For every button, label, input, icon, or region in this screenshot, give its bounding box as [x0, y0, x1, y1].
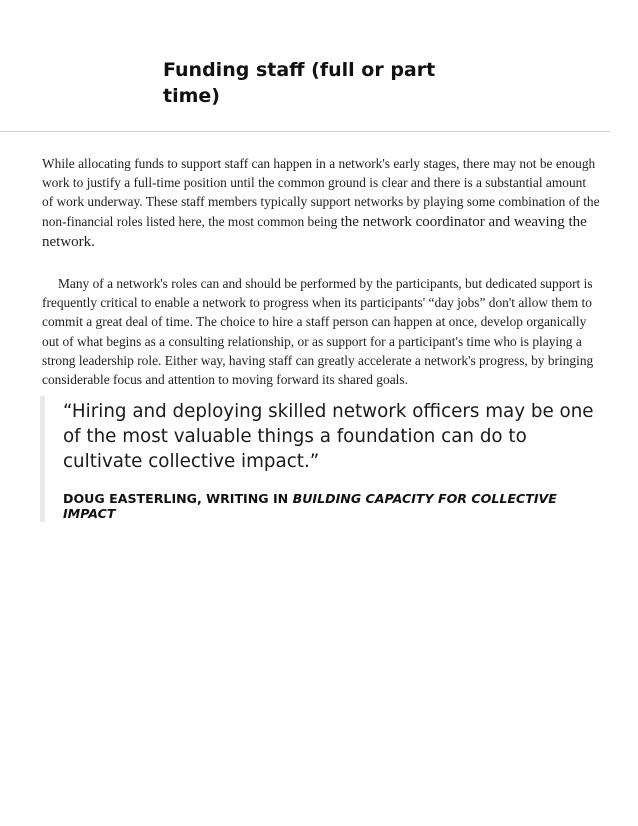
quote-attribution	[63, 491, 583, 521]
section-heading: Funding staff (full or part time)	[163, 59, 436, 107]
period-text: .	[91, 233, 95, 250]
attribution-author: DOUG EASTERLING, WRITING IN	[63, 491, 293, 506]
quote-bar	[40, 396, 45, 522]
body-paragraph: Many of a network's roles can and should be performed by the participants, but dedicated support is frequently critical to enable a network to progress when its participants' “day jobs” don't allow them to commit a great deal of time. The choice to hire a staff person can happen at once, develop organically out of what begins as a consulting relationship, or as support for a participant's time who is playing a strong leadership role. Either way, having staff can greatly accelerate a network's progress, by bringing considerable focus and attention to moving forward its shared goals.	[42, 276, 594, 388]
intro-paragraph	[42, 154, 600, 252]
network-coordinator-link[interactable]: the network coordinator	[340, 213, 485, 230]
pull-quote: “Hiring and deploying skilled network officers may be one of the most valuable things a foundation can do to cultivate collective impact.”	[63, 401, 594, 472]
divider	[0, 131, 610, 132]
weaving-network-link[interactable]: weaving the network	[42, 213, 587, 250]
and-text: and	[484, 213, 514, 230]
intro-text: While allocating funds to support staff can happen in a network's early stages, there may not be enough work to justify a full-time position until the common ground is clear and there is a substantial amount of work underway. These staff members typically support networks by playing some combination of the non-financial roles listed here, the most common being	[42, 156, 600, 229]
attribution-source: BUILDING CAPACITY FOR COLLECTIVE IMPACT	[63, 491, 557, 521]
